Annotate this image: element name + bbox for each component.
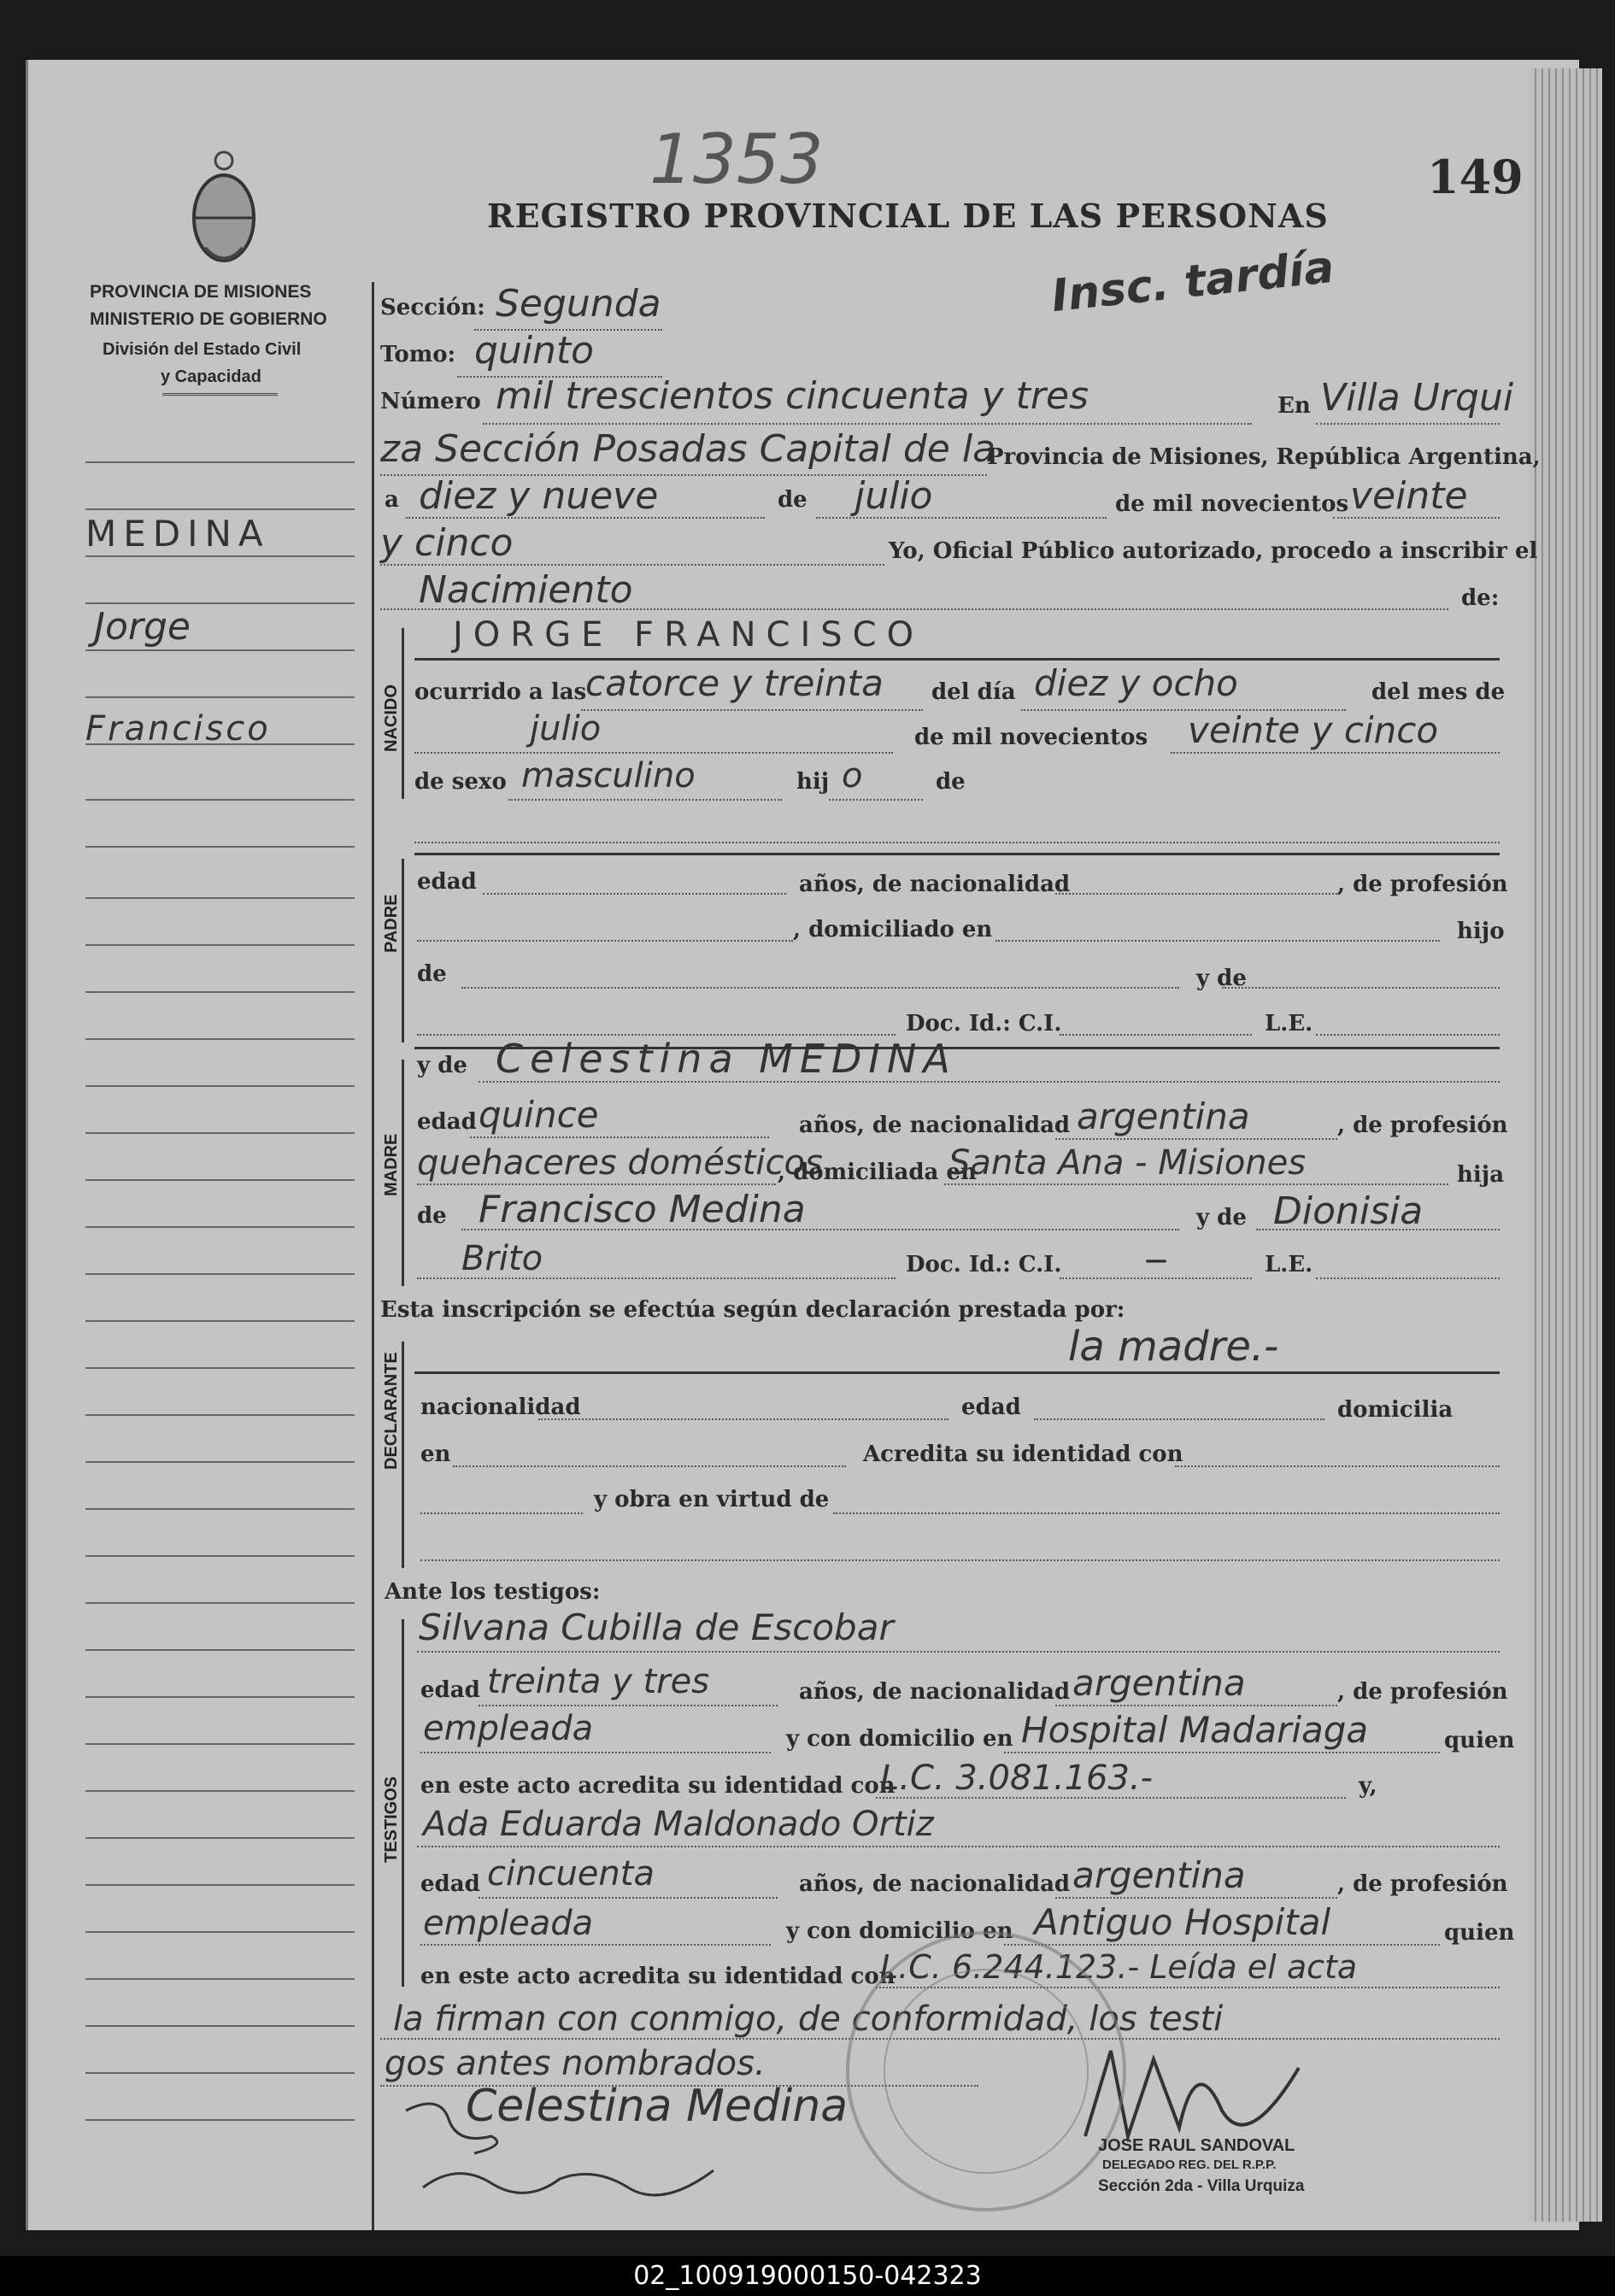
madre-dom-value: Santa Ana - Misiones: [948, 1143, 1307, 1183]
closing-line2: gos antes nombrados.: [385, 2044, 766, 2083]
official-text: Yo, Oficial Público autorizado, procedo a inscribir el: [889, 538, 1538, 564]
declarante-obra-label: y obra en virtud de: [594, 1487, 830, 1512]
w1-prof-label: , de profesión: [1337, 1679, 1508, 1705]
page-number: 149: [1427, 150, 1524, 204]
madre-hija-label: hija: [1457, 1162, 1505, 1188]
madre-doc-label: Doc. Id.: C.I.: [906, 1252, 1062, 1277]
margin-name2: Francisco: [85, 709, 271, 749]
madre-domiciliada-label: , domiciliada en: [778, 1160, 977, 1185]
nacido-year-label: de mil novecientos: [914, 725, 1148, 750]
side-label-madre: MADRE: [382, 1133, 401, 1196]
numero-label: Número: [380, 389, 481, 414]
declarante-value: la madre.-: [1068, 1323, 1279, 1371]
w2-dom-value: Antiguo Hospital: [1034, 1901, 1331, 1943]
numero-value: mil trescientos cincuenta y tres: [496, 374, 1089, 418]
side-label-declarante: DECLARANTE: [382, 1352, 401, 1470]
padre-anos-label: años, de nacionalidad: [799, 872, 1071, 897]
madre-prof-value: quehaceres domésticos: [417, 1143, 823, 1183]
padre-hijo-label: hijo: [1457, 919, 1505, 944]
official-round-stamp: [846, 1931, 1126, 2211]
hour-value: catorce y treinta: [585, 662, 884, 704]
padre-y-de-label: y de: [1196, 966, 1247, 991]
w1-id-value: L.C. 3.081.163.-: [880, 1759, 1154, 1798]
madre-name-value: Celestina MEDINA: [496, 1036, 957, 1082]
madre-profesion-label: , de profesión: [1337, 1113, 1508, 1138]
a-label: a: [385, 487, 399, 513]
w1-y-label: y,: [1359, 1773, 1377, 1799]
madre-mother-value2: Brito: [461, 1239, 543, 1278]
w2-acredita-label: en este acto acredita su identidad con: [420, 1964, 896, 1989]
w2-edad-label: edad: [420, 1871, 480, 1897]
w2-anos-label: años, de nacionalidad: [799, 1871, 1071, 1897]
seccion-value: Segunda: [496, 282, 661, 326]
madre-mother-value: Dionisia: [1273, 1189, 1424, 1233]
record-number-handwritten: 1353: [649, 120, 824, 199]
w2-prof-label: , de profesión: [1337, 1871, 1508, 1897]
margin-surname: MEDINA: [85, 513, 270, 555]
w2-nac-value: argentina: [1072, 1854, 1246, 1896]
side-label-testigos: TESTIGOS: [382, 1776, 401, 1863]
office-line3: División del Estado Civil: [103, 340, 302, 359]
nacido-day-value: diez y ocho: [1034, 662, 1238, 704]
madre-anos-label: años, de nacionalidad: [799, 1113, 1071, 1138]
nacido-month-value: julio: [530, 709, 602, 749]
w1-anos-label: años, de nacionalidad: [799, 1679, 1071, 1705]
w1-edad-label: edad: [420, 1677, 480, 1703]
padre-doc-label: Doc. Id.: C.I.: [906, 1011, 1062, 1036]
w1-prof-value: empleada: [423, 1709, 594, 1748]
madre-le-label: L.E.: [1265, 1252, 1313, 1277]
office-line2: MINISTERIO DE GOBIERNO: [90, 309, 327, 329]
padre-edad-label: edad: [417, 869, 477, 895]
en-value: Villa Urqui: [1320, 376, 1514, 420]
declarante-en-label: en: [420, 1442, 451, 1467]
signature-mother: Celestina Medina: [466, 2081, 849, 2132]
act-value: Nacimiento: [419, 568, 633, 612]
padre-profesion-label: , de profesión: [1337, 872, 1508, 897]
place-value: za Sección Posadas Capital de la: [380, 427, 996, 471]
w1-dom-label: y con domicilio en: [786, 1726, 1013, 1752]
office-line4: y Capacidad: [161, 367, 261, 386]
padre-de-label: de: [417, 961, 447, 987]
tomo-value: quinto: [474, 329, 595, 373]
nacido-year-value: veinte y cinco: [1188, 709, 1439, 751]
en-label: En: [1277, 393, 1311, 419]
w1-quien-label: quien: [1444, 1728, 1515, 1753]
w1-acredita-label: en este acto acredita su identidad con: [420, 1773, 896, 1799]
del-mes-label: del mes de: [1371, 679, 1506, 705]
ocurrido-label: ocurrido a las: [414, 679, 587, 705]
sexo-value: masculino: [521, 756, 696, 796]
w2-edad-value: cincuenta: [487, 1854, 655, 1894]
year-value2: y cinco: [380, 521, 514, 565]
month-value: julio: [854, 474, 933, 518]
testigos-intro: Ante los testigos:: [385, 1579, 601, 1605]
madre-y-de-label: y de: [417, 1053, 467, 1078]
del-dia-label: del día: [931, 679, 1016, 705]
hij-label: hij: [796, 769, 830, 795]
declarante-intro: Esta inscripción se efectúa según declaración prestada por:: [380, 1297, 1125, 1323]
side-label-padre: PADRE: [382, 894, 401, 953]
nacido-de-label: de: [936, 769, 966, 795]
nacido-full-name: JORGE FRANCISCO: [453, 615, 925, 655]
madre-edad-value: quince: [479, 1094, 599, 1136]
madre-doc-value: —: [1145, 1248, 1167, 1273]
w2-prof-value: empleada: [423, 1904, 594, 1943]
padre-le-label: L.E.: [1265, 1011, 1313, 1036]
annotation-handwritten: Insc. tardía: [1048, 241, 1336, 323]
tomo-label: Tomo:: [380, 342, 456, 367]
sexo-label: de sexo: [414, 769, 507, 795]
year-value: veinte: [1350, 474, 1468, 518]
declarante-domicilia-label: domicilia: [1337, 1397, 1454, 1423]
declarante-nacionalidad-label: nacionalidad: [420, 1395, 581, 1420]
office-underline: [162, 393, 278, 396]
w2-id-value: L.C. 6.244.123.- Leída el acta: [880, 1948, 1358, 1986]
madre-y-de2-label: y de: [1196, 1205, 1247, 1230]
madre-de-label: de: [417, 1203, 447, 1229]
document-title: REGISTRO PROVINCIAL DE LAS PERSONAS: [487, 197, 1329, 235]
w1-edad-value: treinta y tres: [487, 1662, 710, 1701]
book-page-edges: [1530, 68, 1602, 2222]
witness-signatures: [389, 2085, 731, 2213]
w2-name: Ada Eduarda Maldonado Ortiz: [423, 1805, 934, 1844]
closing-line1: la firman con conmigo, de conformidad, los testi: [393, 1999, 1224, 2039]
madre-nac-value: argentina: [1077, 1095, 1250, 1137]
declarante-acredita-label: Acredita su identidad con: [863, 1442, 1183, 1467]
hij-value: o: [842, 756, 863, 796]
office-line1: PROVINCIA DE MISIONES: [90, 282, 312, 302]
de-colon-label: de:: [1461, 585, 1500, 611]
form-left-border: [372, 282, 374, 2230]
w2-dom-label: y con domicilio en: [786, 1918, 1013, 1944]
padre-domiciliado-label: , domiciliado en: [793, 917, 993, 942]
official-section: Sección 2da - Villa Urquiza: [1098, 2177, 1305, 2195]
w1-dom-value: Hospital Madariaga: [1021, 1709, 1369, 1751]
w1-nac-value: argentina: [1072, 1662, 1246, 1704]
seccion-label: Sección:: [380, 295, 485, 320]
year-label: de mil novecientos: [1115, 491, 1349, 517]
image-id-footer: 02_100919000150-042323: [0, 2256, 1615, 2296]
madre-father-value: Francisco Medina: [479, 1188, 806, 1231]
side-label-nacido: NACIDO: [382, 684, 401, 752]
intro-de-label: de: [778, 487, 808, 513]
w1-name: Silvana Cubilla de Escobar: [419, 1606, 894, 1648]
margin-name1: Jorge: [94, 605, 191, 649]
declarante-edad-label: edad: [961, 1395, 1021, 1420]
day-value: diez y nueve: [419, 474, 659, 518]
w2-quien-label: quien: [1444, 1920, 1515, 1946]
official-name: JOSE RAUL SANDOVAL: [1098, 2136, 1295, 2155]
argentina-coat-of-arms-icon: [188, 145, 261, 273]
official-title: DELEGADO REG. DEL R.P.P.: [1102, 2158, 1277, 2172]
madre-edad-label: edad: [417, 1109, 477, 1135]
province-text: Provincia de Misiones, República Argentina,: [987, 444, 1541, 470]
